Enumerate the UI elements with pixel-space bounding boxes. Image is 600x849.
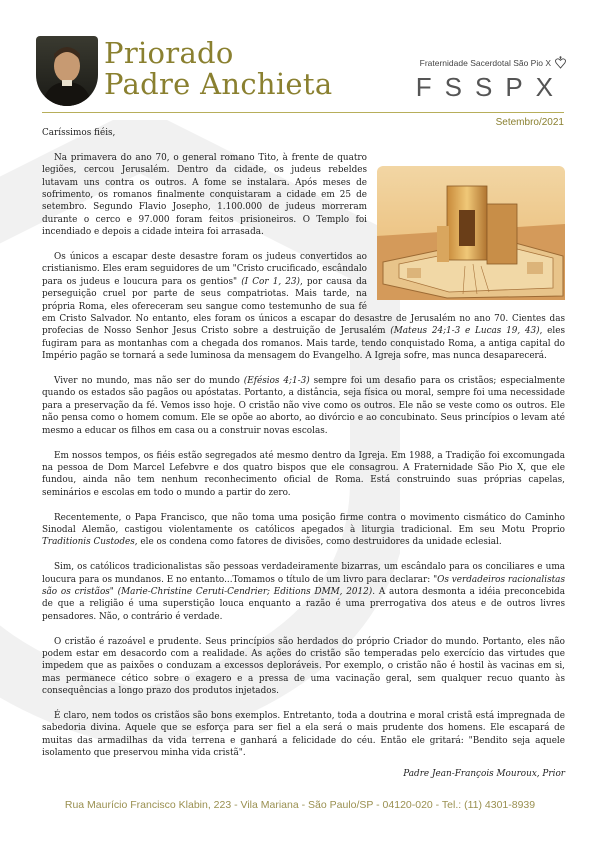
signature: Padre Jean-François Mouroux, Prior (403, 768, 565, 779)
letter-body (42, 127, 565, 780)
priory-title (104, 38, 332, 100)
citation: Traditionis Custodes (42, 537, 135, 548)
letterhead (0, 0, 600, 128)
footer-address: Rua Maurício Francisco Klabin, 223 - Vila Mariana - São Paulo/SP - 04120-020 - Tel.: (11) 4301-8939 (64, 799, 536, 811)
fraternity-name: Fraternidade Sacerdotal São Pio X (419, 57, 551, 68)
citation: "Os verdadeiros racionalistas são os cristãos" (Marie-Christine Ceruti-Cendrier; Editions DMM, 2012). (42, 574, 565, 597)
anchieta-portrait (36, 36, 98, 106)
heart-cross-icon (555, 56, 566, 69)
citation: (Mateus 24;1-3 e Lucas 19, 43) (390, 326, 540, 337)
citation: (I Cor 1, 23) (241, 276, 300, 287)
paragraph-3: Viver no mundo, mas não ser do mundo (Efésios 4;1-3) sempre foi um desafio para os cristãos; especialmente quando os estados são pagãos ou apóstatas. Portanto, a distância, seja física ou moral, sempre foi uma necessidade para a preservação da fé. Vemos isso hoje. O cristão não vive como os outros. Ele não se veste como os outros. Ele não pensa como o homem comum. Ele se opõe ao aborto, ao divórcio e ao concubinato. Seus princípios o levam até mesmo a educar os filhos em casa ou a construir novas escolas. (42, 376, 565, 436)
paragraph-8: É claro, nem todos os cristãos são bons exemplos. Entretanto, toda a doutrina e moral cristã está impregnada de sabedoria divina. Aquele que se esforça para ser fiel a ela será o mais prudente dos homens. Ele escapará de muitas das armadilhas da vida terrena e ganhará a felicidade do céu. Então ele gritará: "Bendito seja aquele isolamento que preservou minha vida cristã". (42, 710, 565, 759)
fraternity-label (420, 56, 566, 69)
paragraph-2: Os únicos a escapar deste desastre foram os judeus convertidos ao cristianismo. Eles eram seguidores de um "Cristo crucificado, escândalo para os judeus e loucura para os gentios" (I Cor 1, 23), por causa da perseguição cruel por parte de seus compatriotas. Mais tarde, na própria Roma, eles ofereceram seu sangue como testemunho de sua fé em Cristo Salvador. No entanto, eles foram os únicos a escapar do desastre de Jerusalém no ano 70. Cientes das profecias de Nosso Senhor Jesus Cristo sobre a destruição de Jerusalém (Mateus 24;1-3 e Lucas 19, 43), eles fugiram para as montanhas com a chegada dos romanos. Mais tarde, tendo conquistado Roma, a antiga capital do Império pagão se tornará a sede luminosa da mensagem do Evangelho. A Igreja sofre, mas nunca desaparecerá. (42, 252, 565, 362)
paragraph-6: Sim, os católicos tradicionalistas são pessoas verdadeiramente bizarras, um escândalo para os conciliares e uma loucura para os mundanos. E no entanto...Tomamos o título de um livro para declarar: "Os verdadeiros racionalistas são os cristãos" (Marie-Christine Ceruti-Cendrier; Editions DMM, 2012). A autora desmonta a idéia preconcebida de que a religião é uma superstição louca enquanto a razão é uma prerrogativa dos ateus e de outros livres pensadores. Não, o contrário é verdade. (42, 562, 565, 622)
temple-illustration (377, 166, 565, 300)
header-divider (42, 112, 564, 113)
greeting: Caríssimos fiéis, (42, 128, 116, 138)
citation: (Efésios 4;1-3) (243, 376, 310, 387)
title-line-2: Padre Anchieta (104, 67, 333, 101)
fsspx-acronym: FSSPX (415, 72, 566, 102)
letter-date: Setembro/2021 (495, 117, 564, 128)
paragraph-7: O cristão é razoável e prudente. Seus princípios são herdados do próprio Criador do mundo. Portanto, eles não podem estar em desacordo com a realidade. As ações do cristão são temperadas pelo exercício das virtudes que impedem que as paixões o conduzam a excessos deploráveis. Por exemplo, o cristão não é hostil às vacinas em si, mas permanece cético sobre o exagero e a pressa de uma vacinação geral, sem qualquer recuo quanto às consequências a longo prazo dos produtos injetados. (42, 636, 565, 697)
title-line-1: Priorado (104, 36, 234, 70)
paragraph-4: Em nossos tempos, os fiéis estão segregados até mesmo dentro da Igreja. Em 1988, a Tradição foi excomungada na pessoa de Dom Marcel Lefebvre e dos quatro bispos que ele consagrou. A Fraternidade São Pio X, que ele fundou, ainda não tem nenhum reconhecimento oficial de Roma. Está construindo suas próprias capelas, seminários e escolas em todo o mundo a partir do zero. (42, 450, 565, 498)
paragraph-1: Na primavera do ano 70, o general romano Tito, à frente de quatro legiões, cercou Jerusalém. Dentro da cidade, os judeus rebeldes lutavam uns contra os outros. A fome se instalara. Após meses de sofrimento, os romanos finalmente conquistaram a cidade em 25 de setembro. Segundo Flavio Josepho, 1.100.000 de judeus morreram durante o cerco e 97.000 foram feitos prisioneiros. O Templo foi incendiado e depois a cidade inteira foi arrasada. (42, 152, 367, 238)
paragraph-5: Recentemente, o Papa Francisco, que não toma uma posição firme contra o movimento cismático do Caminho Sinodal Alemão, castigou violentamente os católicos apegados à liturgia tradicional. Em seu Motu Proprio Traditionis Custodes, ele os condena como fatores de divisões, como destruidores da unidade eclesial. (42, 512, 565, 548)
